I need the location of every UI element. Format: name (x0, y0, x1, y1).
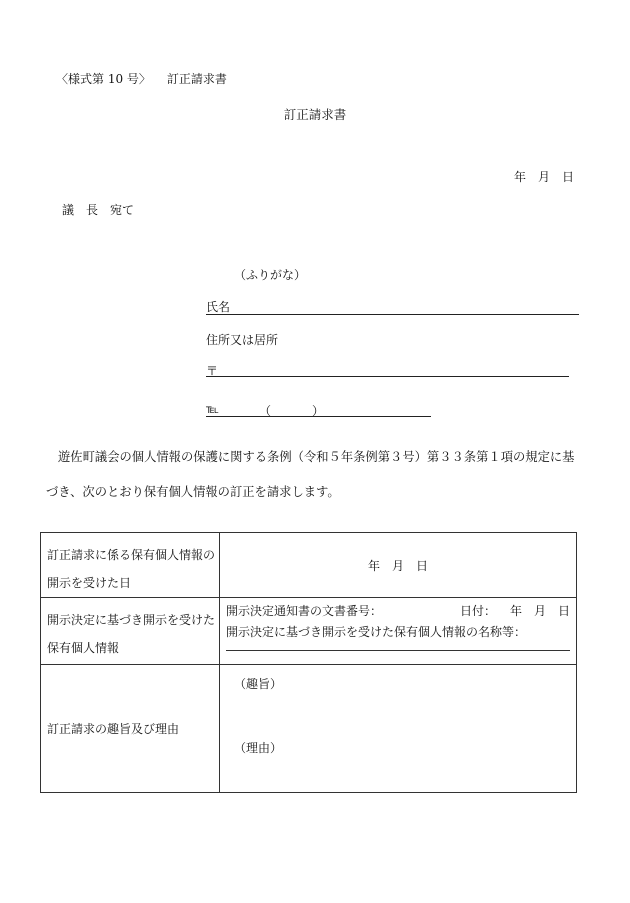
tel-paren-close: ） (312, 404, 325, 418)
info-name-field[interactable] (226, 650, 570, 651)
notice-date-field[interactable]: 年 月 日 (509, 604, 570, 618)
phone-field[interactable] (206, 402, 431, 417)
addressee: 議 長 宛て (62, 203, 135, 217)
gist-label: （趣旨） (234, 677, 283, 691)
name-label: 氏名 (206, 300, 231, 314)
disclosure-date-label: 訂正請求に係る保有個人情報の開示を受けた日 (41, 533, 220, 598)
date-line[interactable]: 年 月 日 (513, 170, 574, 184)
postal-address-field[interactable] (206, 362, 569, 377)
address-label: 住所又は居所 (206, 333, 279, 347)
table-row (41, 598, 577, 665)
furigana-label: （ふりがな） (234, 268, 307, 282)
request-details-table (40, 532, 577, 793)
info-name-label: 開示決定に基づき開示を受けた保有個人情報の名称等： (226, 625, 527, 639)
doc-number-label: 開示決定通知書の文書番号： (226, 604, 383, 618)
tel-paren-open: （ (259, 404, 272, 418)
purpose-reason-label: 訂正請求の趣旨及び理由 (41, 665, 220, 793)
form-header (56, 70, 227, 87)
tel-symbol: ℡ (206, 402, 219, 416)
form-name: 訂正請求書 (166, 72, 227, 86)
date-label: 日付： (459, 604, 496, 618)
name-field[interactable] (206, 298, 579, 315)
table-row (41, 533, 577, 598)
postal-symbol: 〒 (206, 364, 219, 378)
purpose-reason-field[interactable] (220, 665, 577, 793)
form-number: 〈様式第 10 号〉 (56, 72, 151, 86)
request-statement: 遊佐町議会の個人情報の保護に関する条例（令和５年条例第３号）第３３条第１項の規定に基づき、次のとおり保有個人情報の訂正を請求します。 (46, 450, 575, 499)
disclosed-info-cell (220, 598, 577, 665)
table-row (41, 665, 577, 793)
disclosure-date-field[interactable]: 年 月 日 (220, 533, 577, 598)
page-title: 訂正請求書 (283, 107, 347, 122)
disclosed-info-label: 開示決定に基づき開示を受けた保有個人情報 (41, 598, 220, 665)
reason-label: （理由） (234, 741, 283, 755)
